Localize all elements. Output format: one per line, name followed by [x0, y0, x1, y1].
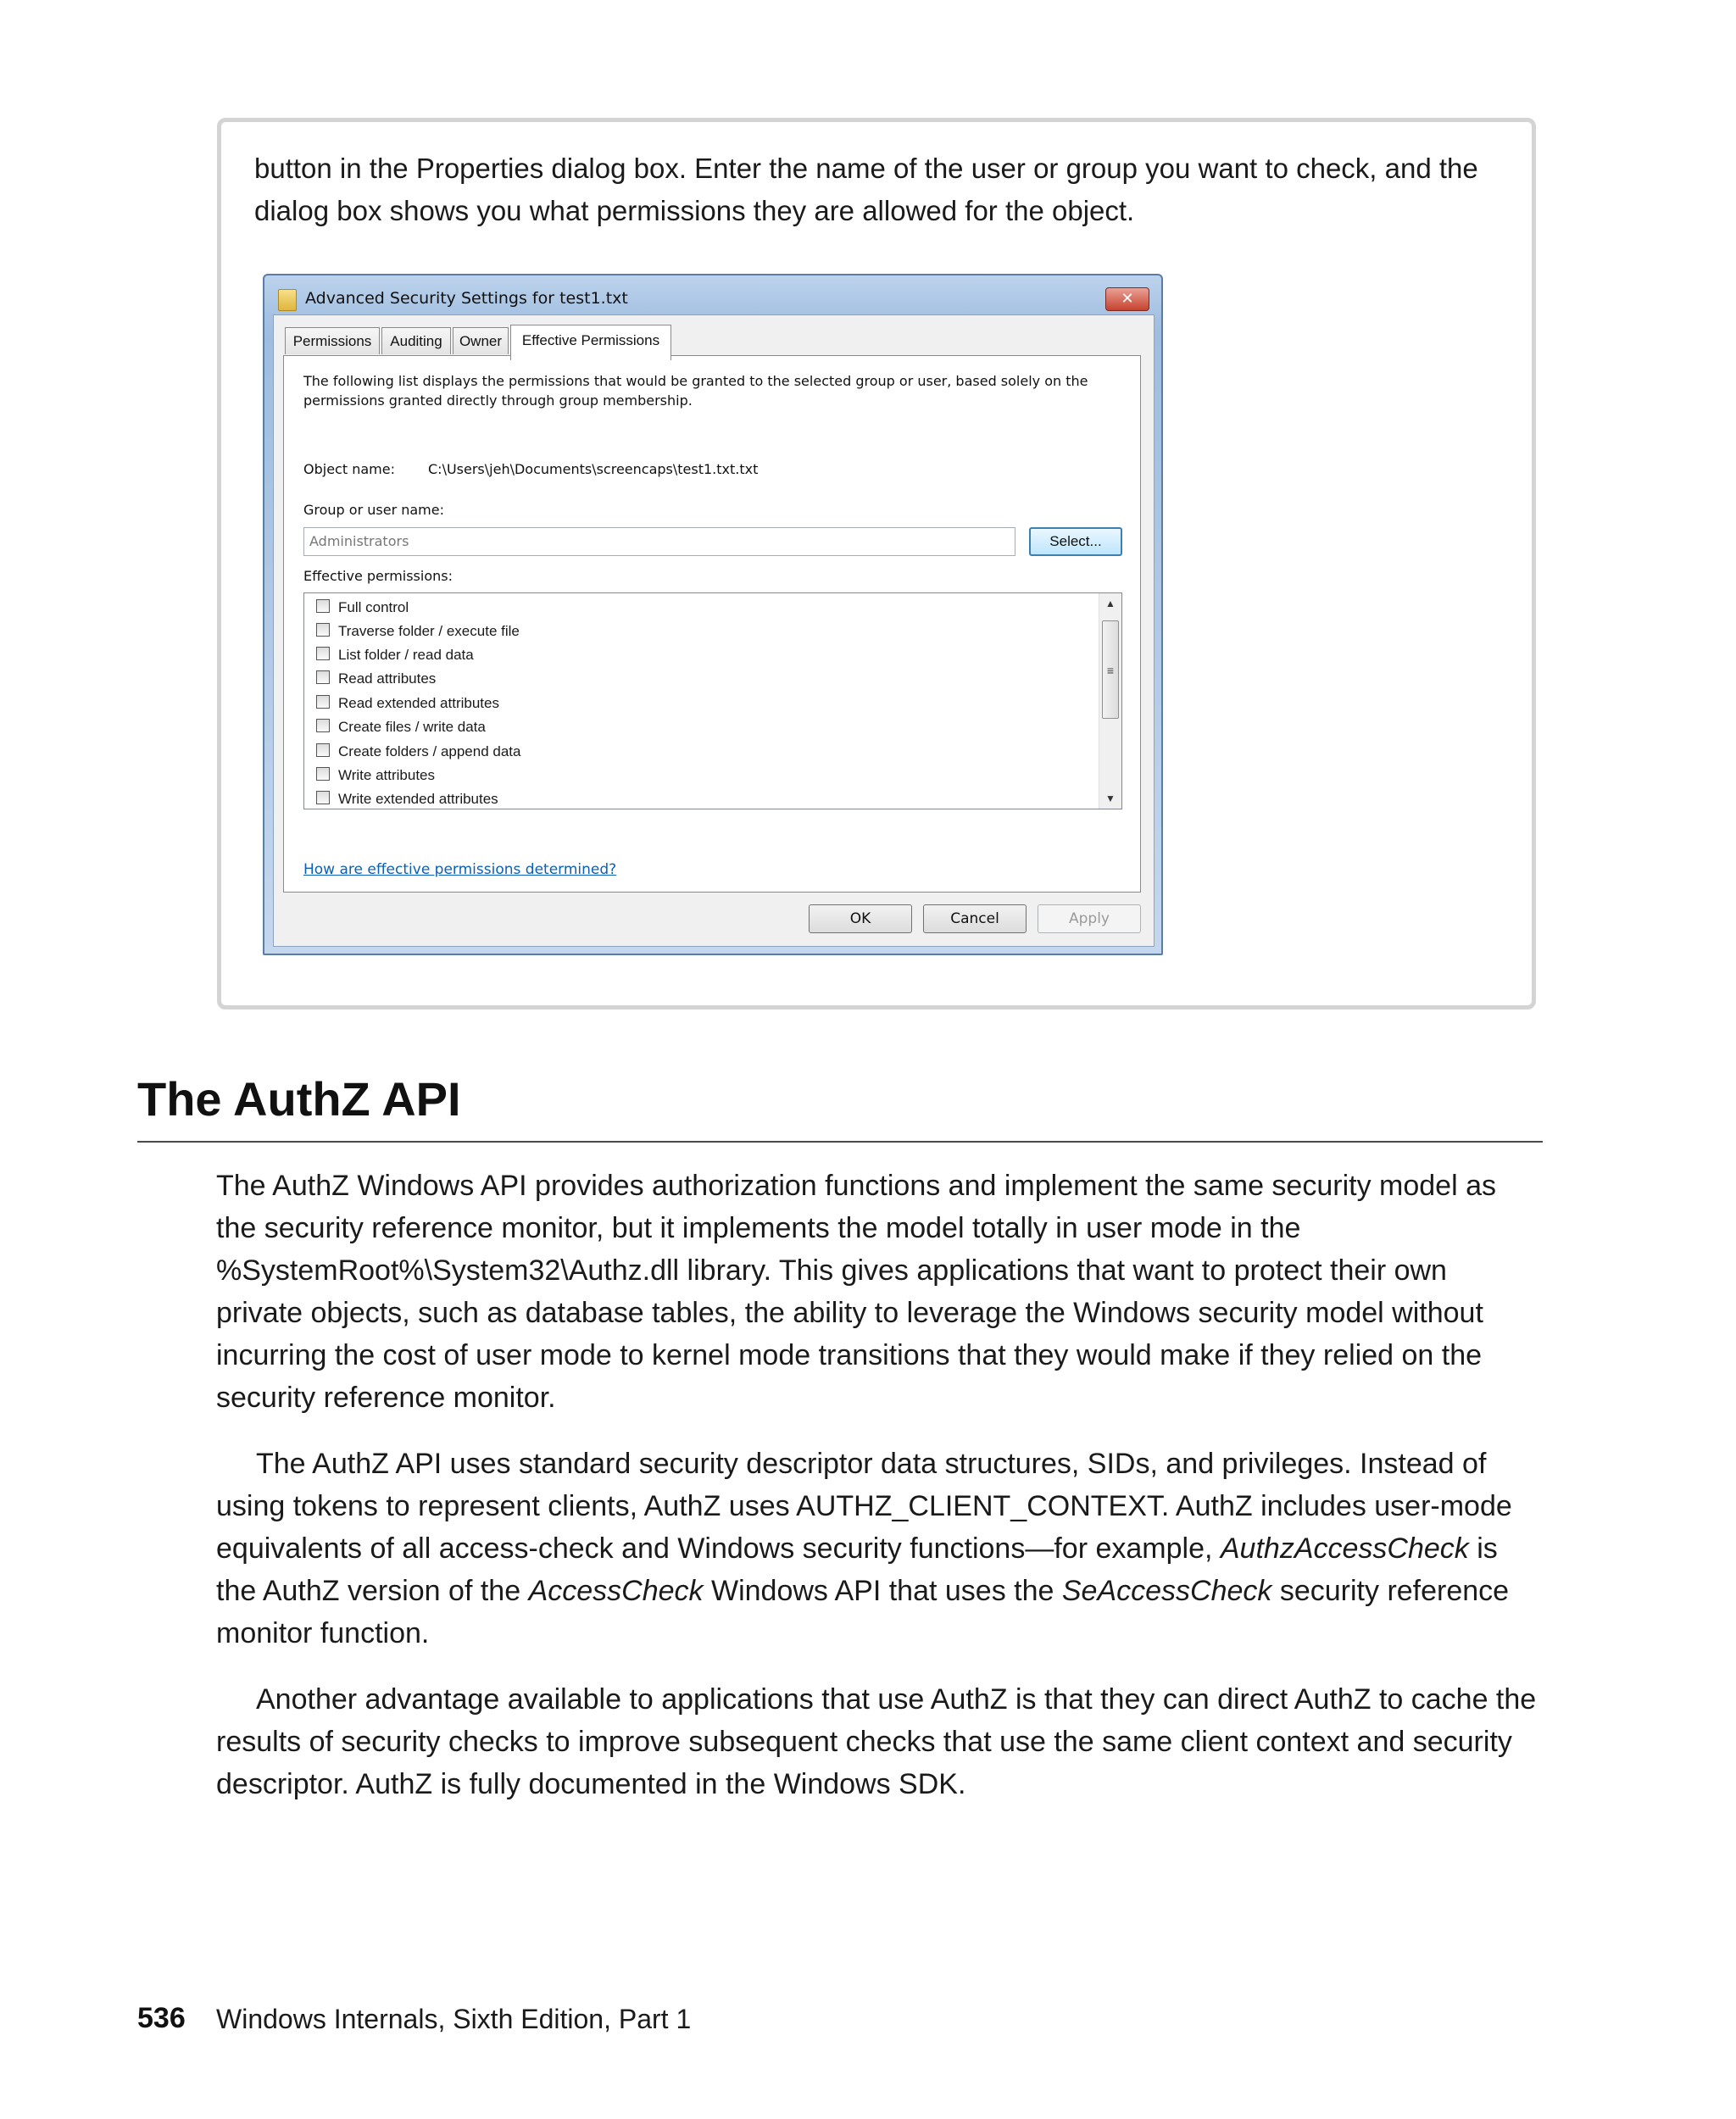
checkbox[interactable]: [316, 599, 330, 613]
list-item[interactable]: [316, 765, 435, 787]
checkbox[interactable]: [316, 743, 330, 757]
group-or-user-label: Group or user name:: [303, 502, 444, 518]
checkbox[interactable]: [316, 670, 330, 684]
scrollbar[interactable]: [1099, 593, 1121, 809]
permission-label: Traverse folder / execute file: [338, 623, 520, 639]
list-item[interactable]: [316, 788, 498, 809]
list-item[interactable]: [316, 644, 474, 666]
note-text: button in the Properties dialog box. Enter the name of the user or group you want to check, and the dialog box shows you what permissions they are allowed for the object.: [254, 153, 1478, 226]
paragraph-2-text-3: Windows API that uses the: [703, 1575, 1062, 1607]
group-or-user-input[interactable]: Administrators: [303, 527, 1015, 556]
permission-label: Create folders / append data: [338, 743, 521, 759]
tab-owner[interactable]: Owner: [453, 327, 509, 354]
section-heading: The AuthZ API: [137, 1072, 461, 1126]
scroll-down-arrow-icon[interactable]: ▼: [1105, 793, 1116, 804]
select-button[interactable]: Select...: [1029, 527, 1122, 556]
object-name-value: C:\Users\jeh\Documents\screencaps\test1.txt.txt: [428, 461, 759, 477]
permission-label: Write attributes: [338, 767, 436, 783]
apply-button[interactable]: Apply: [1038, 904, 1141, 933]
seaccesscheck-term: SeAccessCheck: [1061, 1575, 1272, 1607]
accesscheck-term: AccessCheck: [528, 1575, 704, 1607]
tab-permissions[interactable]: Permissions: [285, 327, 380, 354]
tab-effective-permissions[interactable]: Effective Permissions: [510, 325, 671, 360]
list-item[interactable]: [316, 692, 499, 715]
dialog-title: Advanced Security Settings for test1.txt: [305, 289, 628, 308]
dialog-description-line2: permissions granted directly through group membership.: [303, 392, 693, 409]
permission-label: Create files / write data: [338, 719, 486, 735]
scroll-thumb[interactable]: ≡: [1102, 620, 1119, 719]
permission-label: Read attributes: [338, 670, 437, 687]
permission-label: List folder / read data: [338, 647, 474, 663]
scroll-up-arrow-icon[interactable]: ▲: [1105, 598, 1116, 609]
book-title: Windows Internals, Sixth Edition, Part 1: [216, 2004, 692, 2034]
ok-button[interactable]: OK: [809, 904, 912, 933]
list-item[interactable]: [316, 741, 520, 763]
checkbox[interactable]: [316, 791, 330, 804]
list-item[interactable]: [316, 716, 486, 738]
checkbox[interactable]: [316, 767, 330, 781]
effective-permissions-list[interactable]: [303, 592, 1122, 809]
checkbox[interactable]: [316, 719, 330, 732]
paragraph-2-text-1: The AuthZ API uses standard security descriptor data structures, SIDs, and privileges. Instead of using tokens to represent clients, AuthZ uses AUTHZ_CLIENT_CONTEXT. AuthZ includes user-mode equivalents of all access-check and Windows security functions—for example,: [216, 1448, 1512, 1565]
cancel-button[interactable]: Cancel: [923, 904, 1027, 933]
page-number: 536: [137, 2002, 186, 2034]
paragraph-2: [216, 1443, 1538, 1655]
checkbox[interactable]: [316, 647, 330, 660]
paragraph-1: The AuthZ Windows API provides authorization functions and implement the same security model as the security reference monitor, but it implements the model totally in user mode in the %SystemRoot%\System32\Authz.dll library. This gives applications that want to protect their own private objects, such as database tables, the ability to leverage the Windows security model without incurring the cost of user mode to kernel mode transitions that they would make if they relied on the security reference monitor.: [216, 1170, 1496, 1414]
permission-label: Full control: [338, 599, 409, 615]
effective-permissions-help-link[interactable]: How are effective permissions determined?: [303, 861, 617, 878]
list-item[interactable]: [316, 668, 436, 690]
list-item[interactable]: [316, 620, 520, 642]
checkbox[interactable]: [316, 623, 330, 637]
dialog-description-line1: The following list displays the permissions that would be granted to the selected group or user, based solely on the: [303, 373, 1088, 389]
authzaccesscheck-term: AuthzAccessCheck: [1220, 1532, 1469, 1565]
object-name-label: Object name:: [303, 461, 395, 477]
paragraph-3: Another advantage available to applications that use AuthZ is that they can direct AuthZ to cache the results of security checks to improve subsequent checks that use the same client context and security descriptor. AuthZ is fully documented in the Windows SDK.: [216, 1683, 1537, 1800]
folder-icon: [278, 289, 297, 311]
permission-label: Read extended attributes: [338, 695, 499, 711]
close-button[interactable]: ✕: [1105, 287, 1149, 311]
permission-label: Write extended attributes: [338, 791, 498, 807]
section-divider: [137, 1141, 1543, 1143]
tab-auditing[interactable]: Auditing: [381, 327, 451, 354]
paragraph-2-text-4: security reference monitor function.: [216, 1575, 1510, 1649]
paragraph-2-text-2: is the AuthZ version of the: [216, 1532, 1498, 1607]
checkbox[interactable]: [316, 695, 330, 709]
list-item[interactable]: [316, 597, 409, 619]
effective-permissions-label: Effective permissions:: [303, 568, 453, 584]
